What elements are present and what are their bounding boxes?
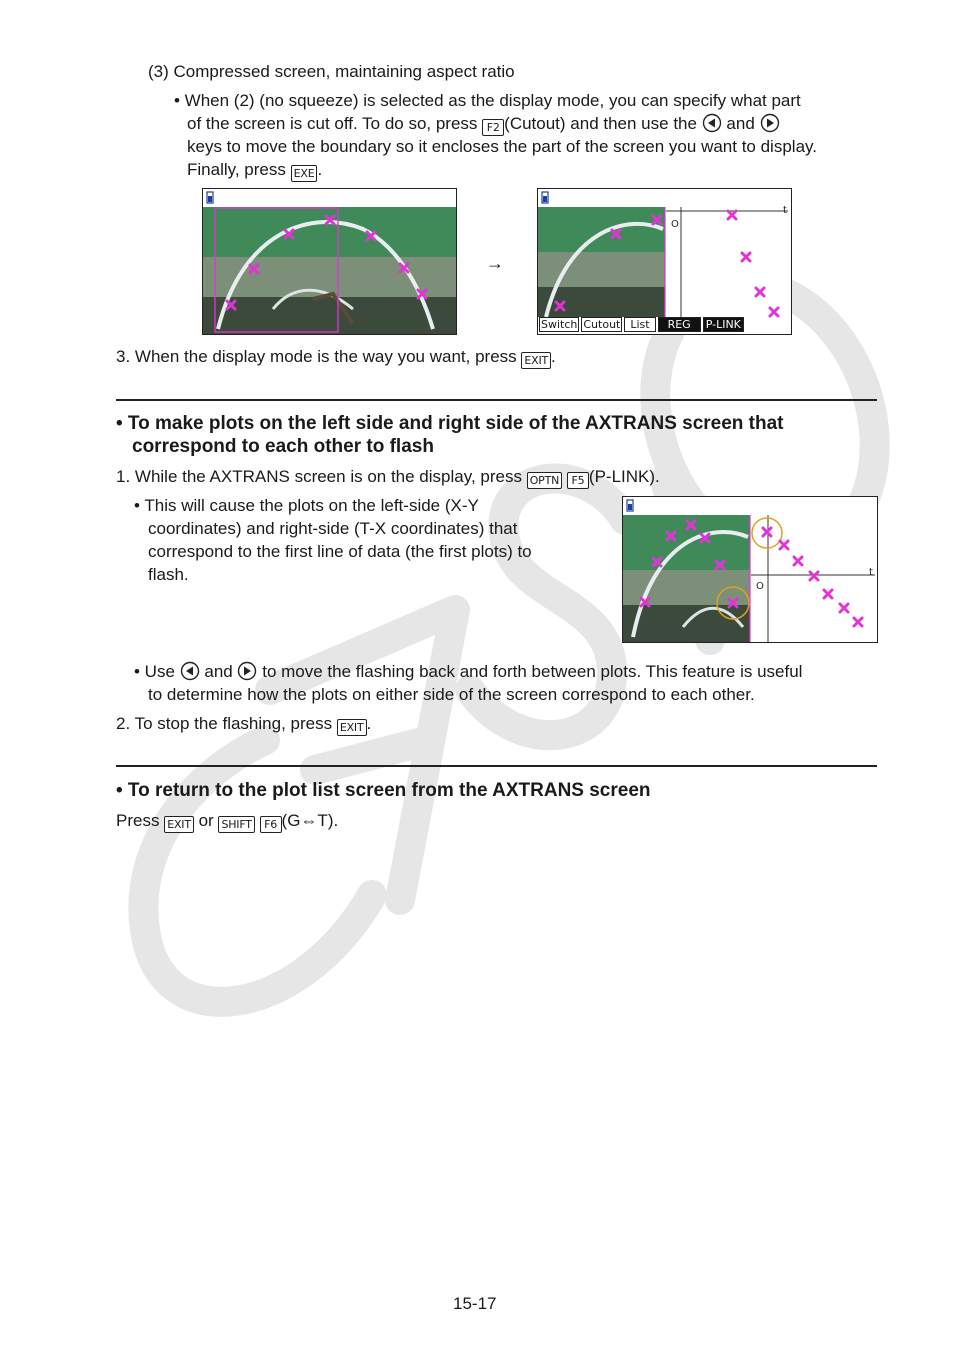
menu-reg[interactable]: REG bbox=[658, 317, 701, 332]
bullet-line-3: keys to move the boundary so it encloses the part of the screen you want to display. bbox=[187, 137, 817, 156]
exit-key: EXIT bbox=[164, 816, 194, 833]
shift-key: SHIFT bbox=[218, 816, 254, 833]
flash-bullet-1-line-2: coordinates) and right-side (T-X coordinates) that bbox=[148, 519, 518, 538]
right-arrow-key-icon bbox=[237, 661, 257, 681]
left-arrow-key-icon bbox=[180, 661, 200, 681]
return-heading: • To return to the plot list screen from the AXTRANS screen bbox=[116, 780, 651, 801]
f6-key: F6 bbox=[260, 816, 282, 833]
flash-bullet-1-line-4: flash. bbox=[148, 565, 189, 584]
flash-heading-line-1: • To make plots on the left side and right side of the AXTRANS screen that bbox=[116, 413, 784, 434]
photo-plot-image bbox=[203, 189, 456, 334]
exit-key: EXIT bbox=[337, 719, 367, 736]
axis-origin-label: O bbox=[671, 219, 679, 230]
exe-key: EXE bbox=[291, 165, 318, 182]
flash-bullet-1-line-1: • This will cause the plots on the left-side (X-Y bbox=[134, 496, 479, 515]
optn-key: OPTN bbox=[527, 472, 562, 489]
axis-t-label: t bbox=[783, 205, 787, 216]
function-menu-bar bbox=[539, 317, 744, 332]
page-number: 15-17 bbox=[453, 1294, 497, 1313]
bullet-line-4: Finally, press EXE . bbox=[187, 160, 323, 180]
f2-key: F2 bbox=[482, 119, 504, 136]
bullet-line-1: • When (2) (no squeeze) is selected as the display mode, you can specify what part bbox=[174, 91, 801, 110]
section-divider bbox=[116, 399, 877, 401]
flash-bullet-2-line-1: • Use and to move the flashing back and forth between plots. This feature is useful bbox=[134, 662, 803, 681]
calculator-screen-before bbox=[202, 188, 457, 335]
menu-switch[interactable]: Switch bbox=[541, 318, 578, 331]
calculator-screen-plink bbox=[622, 496, 878, 643]
axis-origin-label: O bbox=[756, 581, 764, 592]
left-arrow-key-icon bbox=[702, 113, 722, 133]
bullet-line-2: of the screen is cut off. To do so, press F2 (Cutout) and then use the and bbox=[187, 112, 780, 136]
step-3: 3. When the display mode is the way you want, press EXIT . bbox=[116, 347, 556, 367]
flash-bullet-2-line-2: to determine how the plots on either side of the screen correspond to each other. bbox=[148, 685, 755, 704]
flash-step-2: 2. To stop the flashing, press EXIT . bbox=[116, 714, 372, 734]
menu-list[interactable]: List bbox=[624, 317, 655, 332]
flash-heading-line-2: correspond to each other to flash bbox=[132, 436, 434, 457]
menu-cutout[interactable]: Cutout bbox=[583, 318, 621, 331]
axis-t-label: t bbox=[869, 567, 873, 578]
transition-arrow: → bbox=[486, 253, 504, 273]
menu-p-link[interactable]: P-LINK bbox=[703, 317, 744, 332]
exit-key: EXIT bbox=[521, 352, 551, 369]
return-instruction: Press EXIT or SHIFT F6 (G⇔T). bbox=[116, 811, 339, 831]
calculator-screen-after bbox=[537, 188, 792, 335]
plink-screen-image bbox=[623, 497, 877, 642]
flash-bullet-1-line-3: correspond to the first line of data (the first plots) to bbox=[148, 542, 532, 561]
section-divider bbox=[116, 765, 877, 767]
section-title: (3) Compressed screen, maintaining aspect ratio bbox=[148, 62, 515, 81]
flash-step-1: 1. While the AXTRANS screen is on the display, press OPTN F5 (P-LINK). bbox=[116, 467, 660, 487]
f5-key: F5 bbox=[567, 472, 589, 489]
split-screen-image bbox=[538, 189, 791, 334]
right-arrow-key-icon bbox=[760, 113, 780, 133]
